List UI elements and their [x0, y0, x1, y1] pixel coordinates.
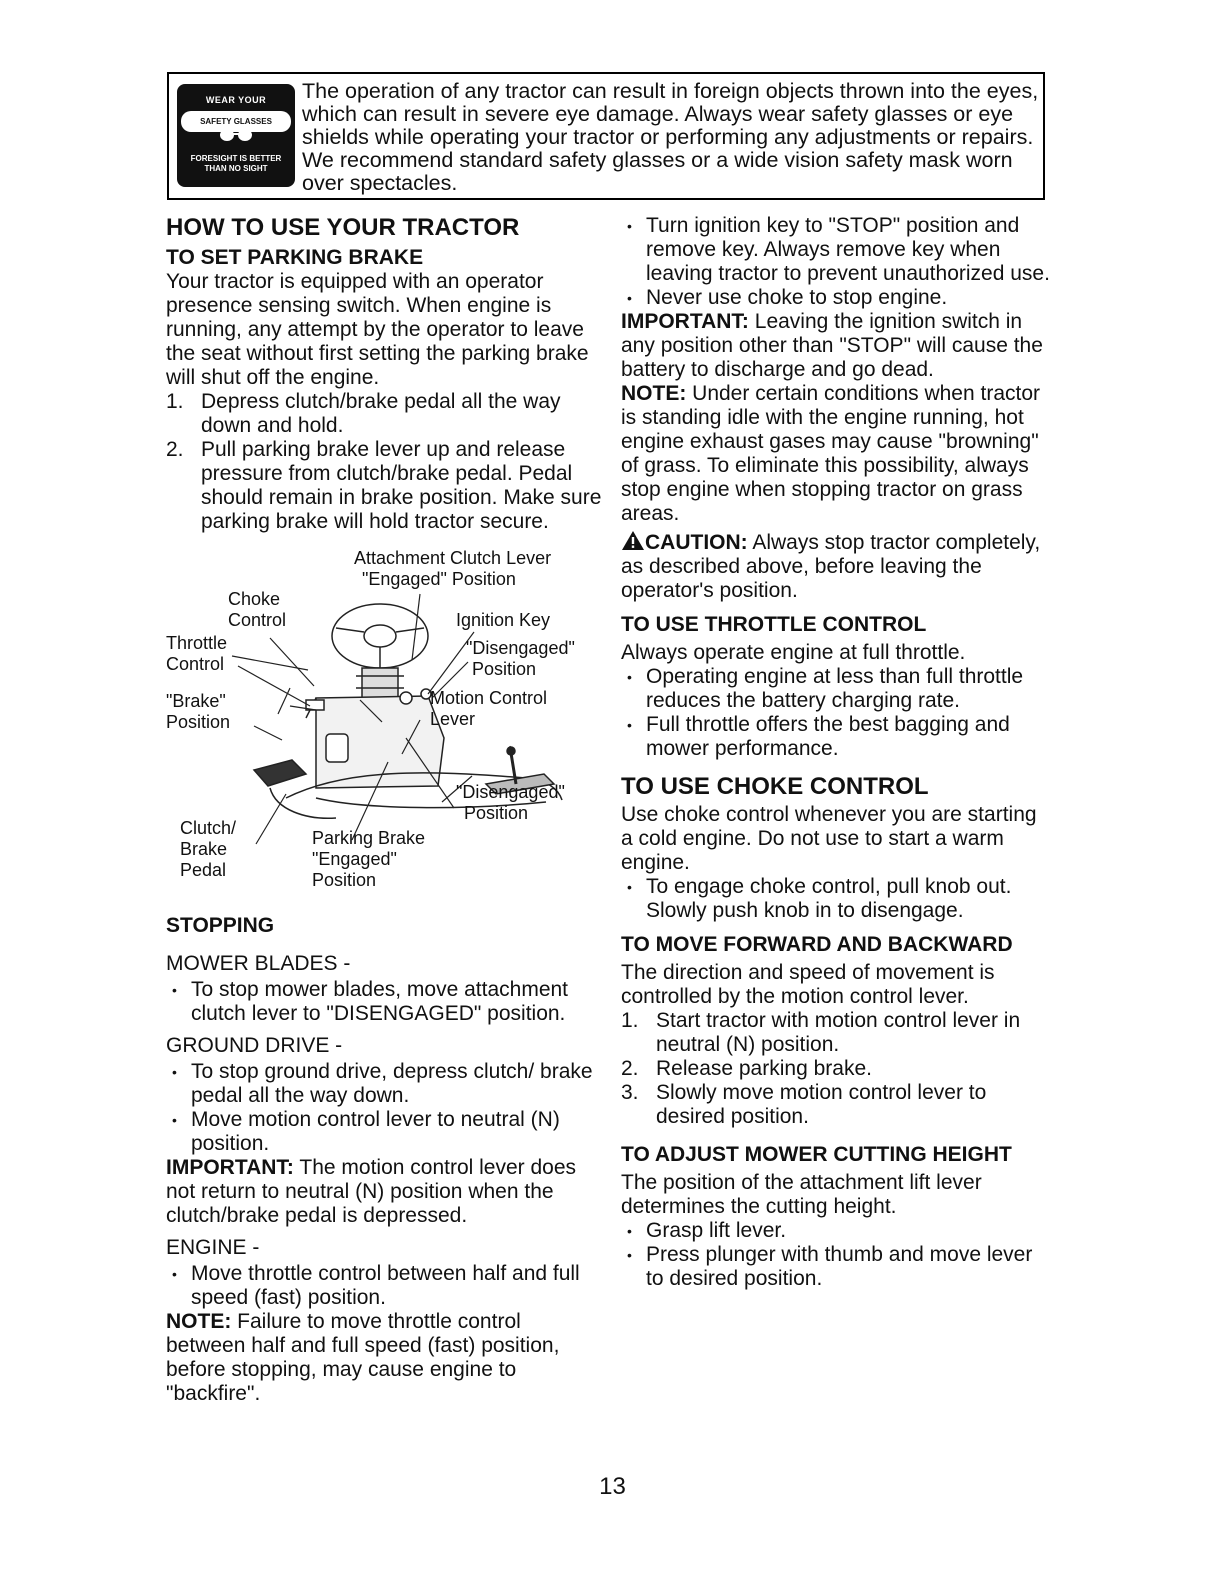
- list-item: • Operating engine at less than full throttle reduces the battery charging rate.: [621, 665, 1051, 713]
- stopping-heading: STOPPING: [166, 914, 275, 937]
- list-item: • To stop mower blades, move attachment clutch lever to "DISENGAGED" position.: [166, 978, 602, 1026]
- caution-note: CAUTION: Always stop tractor completely, as described above, before leaving the operator's position.: [621, 531, 1041, 602]
- label-clutch-pedal: Pedal: [180, 860, 227, 880]
- label-motion-lever: Lever: [430, 709, 476, 729]
- label-parking-brake: Parking Brake: [312, 828, 426, 848]
- label-parking-brake-engaged: "Engaged": [312, 849, 397, 869]
- icon-text-glasses: SAFETY GLASSES: [181, 111, 291, 132]
- label-throttle: Throttle: [166, 633, 228, 653]
- left-column: [166, 214, 602, 1406]
- page-title: HOW TO USE YOUR TRACTOR: [166, 214, 520, 241]
- parking-brake-intro: Your tractor is equipped with an operator presence sensing switch. When engine is running, any attempt by the operator to leave the seat without first setting the parking brake will shut off the engine.: [166, 270, 589, 389]
- list-item: • Press plunger with thumb and move lever to desired position.: [621, 1243, 1051, 1291]
- label-attachment-clutch: Attachment Clutch Lever: [354, 548, 552, 568]
- label-throttle-control: Control: [166, 654, 225, 674]
- choke-list: [621, 875, 1051, 923]
- safety-warning-box: [167, 72, 1045, 200]
- move-intro: The direction and speed of movement is controlled by the motion control lever.: [621, 961, 995, 1008]
- label-disengaged-lever-position: Position: [464, 803, 529, 823]
- cutting-height-list: [621, 1219, 1051, 1291]
- cutting-height-intro: The position of the attachment lift lever determines the cutting height.: [621, 1171, 982, 1218]
- move-heading: TO MOVE FORWARD AND BACKWARD: [621, 933, 1013, 956]
- engine-list: [166, 1262, 602, 1310]
- list-item: • Move throttle control between half and full speed (fast) position.: [166, 1262, 602, 1310]
- ignition-important-note: IMPORTANT: Leaving the ignition switch in any position other than "STOP" will cause the battery to discharge and go dead.: [621, 310, 1043, 381]
- label-disengaged-key-position: Position: [472, 659, 537, 679]
- parking-brake-steps: [166, 390, 602, 534]
- label-choke: Choke: [228, 589, 281, 609]
- list-item: 3. Slowly move motion control lever to desired position.: [621, 1081, 987, 1128]
- page-number: 13: [599, 1473, 626, 1500]
- label-choke-control: Control: [228, 610, 287, 630]
- engine-label: ENGINE -: [166, 1236, 260, 1259]
- right-column: [621, 214, 1051, 1291]
- label-brake: "Brake": [166, 691, 226, 711]
- ground-drive-label: GROUND DRIVE -: [166, 1034, 343, 1057]
- mower-blades-label: MOWER BLADES -: [166, 952, 351, 975]
- cutting-height-heading: TO ADJUST MOWER CUTTING HEIGHT: [621, 1143, 1012, 1166]
- list-item: • Grasp lift lever.: [621, 1219, 1051, 1243]
- list-item: • Full throttle offers the best bagging and mower performance.: [621, 713, 1051, 761]
- label-disengaged-lever: "Disengaged": [456, 782, 565, 802]
- list-item: • Move motion control lever to neutral (N) position.: [166, 1108, 602, 1156]
- list-item: • Turn ignition key to "STOP" position and remove key. Always remove key when leaving tractor to prevent unauthorized use.: [621, 214, 1051, 286]
- list-item: 2. Pull parking brake lever up and release pressure from clutch/brake pedal. Pedal should remain in brake position. Make sure parking brake will hold tractor secure.: [166, 438, 602, 533]
- label-attachment-clutch-position: "Engaged" Position: [362, 569, 516, 589]
- list-item: 1. Start tractor with motion control lever in neutral (N) position.: [621, 1009, 1021, 1056]
- label-parking-brake-position: Position: [312, 870, 377, 890]
- throttle-intro: Always operate engine at full throttle.: [621, 641, 966, 664]
- ground-drive-list: [166, 1060, 602, 1156]
- move-steps: [621, 1009, 1051, 1129]
- ignition-list: [621, 214, 1051, 310]
- icon-text-foresight: FORESIGHT IS BETTER THAN NO SIGHT: [190, 154, 282, 173]
- stopping-important-note: IMPORTANT: The motion control lever does not return to neutral (N) position when the clutch/brake pedal is depressed.: [166, 1156, 577, 1227]
- label-clutch: Clutch/: [180, 818, 237, 838]
- list-item: • To stop ground drive, depress clutch/ brake pedal all the way down.: [166, 1060, 602, 1108]
- label-clutch-brake: Brake: [180, 839, 228, 859]
- label-ignition-key: Ignition Key: [456, 610, 551, 630]
- label-disengaged-key: "Disengaged": [466, 638, 575, 658]
- label-brake-position: Position: [166, 712, 231, 732]
- label-motion-control: Motion Control: [430, 688, 548, 708]
- icon-text-wear: WEAR YOUR: [205, 95, 267, 105]
- list-item: • Never use choke to stop engine.: [621, 286, 1051, 310]
- glasses-icon: [219, 128, 253, 142]
- exhaust-note: NOTE: Under certain conditions when tractor is standing idle with the engine running, hot engine exhaust gases may cause "browning" of grass. To eliminate this possibility, always stop engine when stopping tractor on grass areas.: [621, 382, 1041, 525]
- choke-heading: TO USE CHOKE CONTROL: [621, 773, 929, 800]
- choke-intro: Use choke control whenever you are starting a cold engine. Do not use to start a warm engine.: [621, 803, 1037, 874]
- throttle-list: [621, 665, 1051, 761]
- stopping-note: NOTE: Failure to move throttle control between half and full speed (fast) position, before stopping, may cause engine to "backfire".: [166, 1310, 560, 1405]
- warning-text: The operation of any tractor can result in foreign objects thrown into the eyes, which can result in severe eye damage. Always wear safety glasses or eye shields while operating your tractor or performing any adjustments or repairs. We recommend standard safety glasses or a wide vision safety mask worn over spectacles.: [302, 79, 1039, 195]
- list-item: 1. Depress clutch/brake pedal all the way down and hold.: [166, 390, 561, 437]
- list-item: 2. Release parking brake.: [621, 1057, 872, 1080]
- tractor-controls-figure: [166, 548, 602, 900]
- list-item: • To engage choke control, pull knob out. Slowly push knob in to disengage.: [621, 875, 1051, 923]
- parking-brake-heading: TO SET PARKING BRAKE: [166, 246, 424, 269]
- caution-triangle-icon: [621, 530, 645, 551]
- mower-blades-list: [166, 978, 602, 1026]
- throttle-heading: TO USE THROTTLE CONTROL: [621, 613, 927, 636]
- safety-glasses-icon: [177, 84, 295, 187]
